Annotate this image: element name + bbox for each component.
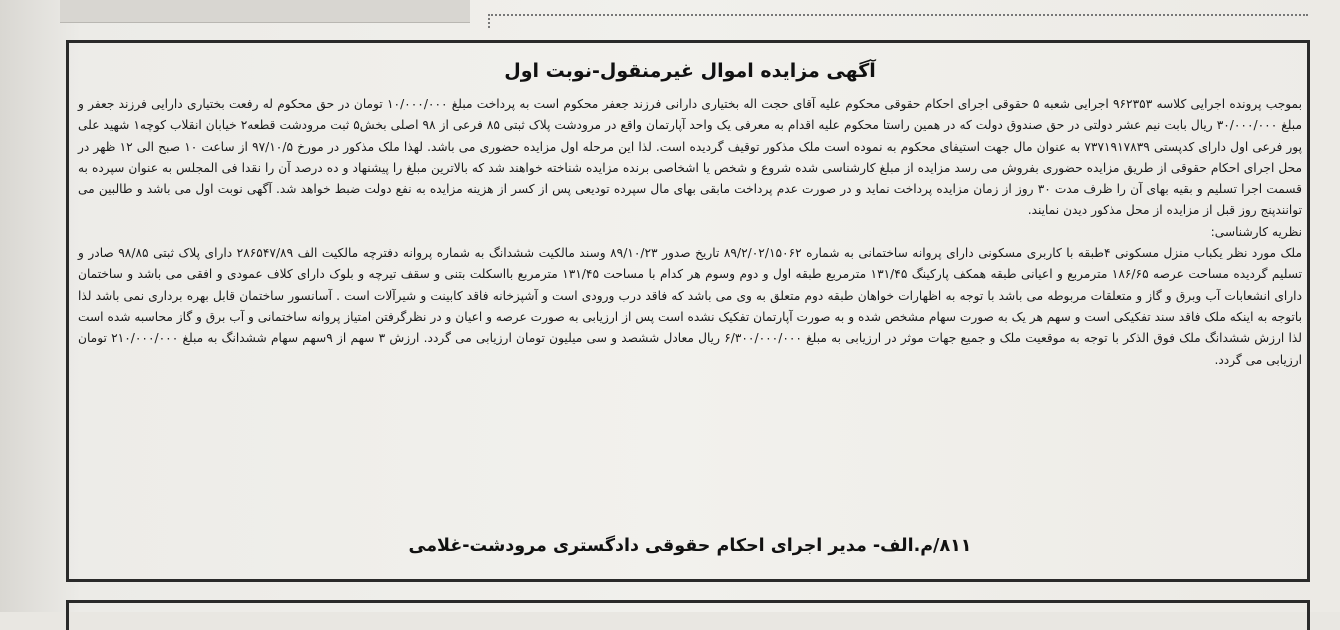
dotted-divider-corner xyxy=(488,14,490,28)
notice-paragraph-auction: بموجب پرونده اجرایی کلاسه ۹۶۲۳۵۳ اجرایی شعبه ۵ حقوقی اجرای احکام حقوقی محکوم علیه آقای حجت اله بختیاری دارانی فرزند جعفر محکوم است به پرداخت مبلغ ۱۰/۰۰۰/۰۰۰ تومان در حق محکوم له رفعت بختیاری دارایی فرزند جعفر و مبلغ ۳۰/۰۰۰/۰۰۰ ریال بابت نیم عشر دولتی در حق صندوق دولت که در همین راستا محکوم علیه اقدام به معرفی یک واحد آپارتمان واقع در مرودشت پلاک ثبتی ۸۵ فرعی از ۹۸ اصلی بخش۵ ثبت مرودشت قطعه۲ خیابان انقلاب کوچه۱ شهید علی پور فرعی اول دارای کدپستی ۷۳۷۱۹۱۷۸۳۹ به عنوان مال جهت استیفای محکوم به نموده است ملک مذکور توقیف گردیده است. لذا این مرحله اول مزایده حضوری می باشد. لهذا ملک مذکور در مورخ ۹۷/۱۰/۵ از ساعت ۱۰ صبح الی ۱۲ ظهر در محل اجرای احکام حقوقی از طریق مزایده حضوری بفروش می رسد مزایده از مبلغ کارشناسی شده شروع و شخص یا اشخاصی برنده مزایده شناخته خواهند شد که بالاترین مبلغ را پیشنهاد و ده درصد آن را نقدا فی المجلس به عنوان سپرده به قسمت اجرا تسلیم و بقیه بهای آن را ظرف مدت ۳۰ روز از زمان مزایده پرداخت نماید و در صورت عدم پرداخت مابقی بهای مال سپرده تودیعی پس از کسر از هزینه مزایده به نفع دولت ضبط خواهد شد. آگهی نوبت اول می باشد و طالبین می توانندپنج روز قبل از مزایده از محل مذکور دیدن نمایند. xyxy=(78,97,1302,218)
next-notice-frame xyxy=(66,600,1310,630)
dotted-divider xyxy=(488,14,1308,16)
notice-body xyxy=(78,94,1302,371)
expert-opinion-heading: نظریه کارشناسی: xyxy=(1210,224,1302,239)
top-torn-strip xyxy=(60,0,470,23)
notice-title: آگهی مزایده اموال غیرمنقول-نوبت اول xyxy=(504,60,876,82)
notice-paragraph-expert: ملک مورد نظر یکباب منزل مسکونی ۴طبقه با کاربری مسکونی دارای پروانه ساختمانی به شماره ۸۹/۲/۰۲/۱۵۰۶۲ تاریخ صدور ۸۹/۱۰/۲۳ وسند مالکیت ششدانگ به شماره پروانه دفترچه مالکیت الف ۲۸۶۵۴۷/۸۹ دارای پلاک ثبتی ۹۸/۸۵ صادر و تسلیم گردیده مساحت عرصه ۱۸۶/۶۵ مترمربع و اعیانی طبقه همکف پارکینگ ۱۳۱/۴۵ مترمربع طبقه اول و دوم وسوم هر کدام با مساحت ۱۳۱/۴۵ مترمربع بااسکلت بتنی و سقف تیرچه و بلوک دارای کلاف عمودی و افقی می باشد و ساختمان دارای انشعابات آب وبرق و گاز و متعلقات مربوطه می باشد با توجه به اظهارات خواهان طبقه دوم متعلق به وی می باشد که فاقد درب ورودی است و آشپزخانه فاقد کابینت و شیرآلات است . آسانسور ساختمان قابل بهره برداری نمی باشد لذا باتوجه به اینکه ملک فاقد سند تفکیکی است و سهم هر یک به صورت سهام مشخص شده و به صورت آپارتمان تفکیک نشده است پس از ارزیابی به صورت عرصه و اعیان و در نظرگرفتن امتیاز پروانه ساختمانی و آب برق و گاز محاسبه شده است لذا ارزش ششدانگ ملک فوق الذکر با توجه به موقعیت ملک و جمیع جهات موثر در ارزیابی به مبلغ ۶/۳۰۰/۰۰۰/۰۰۰ ریال معادل ششصد و سی میلیون تومان ارزیابی می گردد. ارزش ۳ سهم از ۹سهم سهام ششدانگ به مبلغ ۲۱۰/۰۰۰/۰۰۰ تومان ارزیابی می گردد. xyxy=(78,246,1302,367)
notice-signature: ۸۱۱/م.الف- مدیر اجرای احکام حقوقی دادگستری مرودشت-غلامی xyxy=(408,536,972,556)
